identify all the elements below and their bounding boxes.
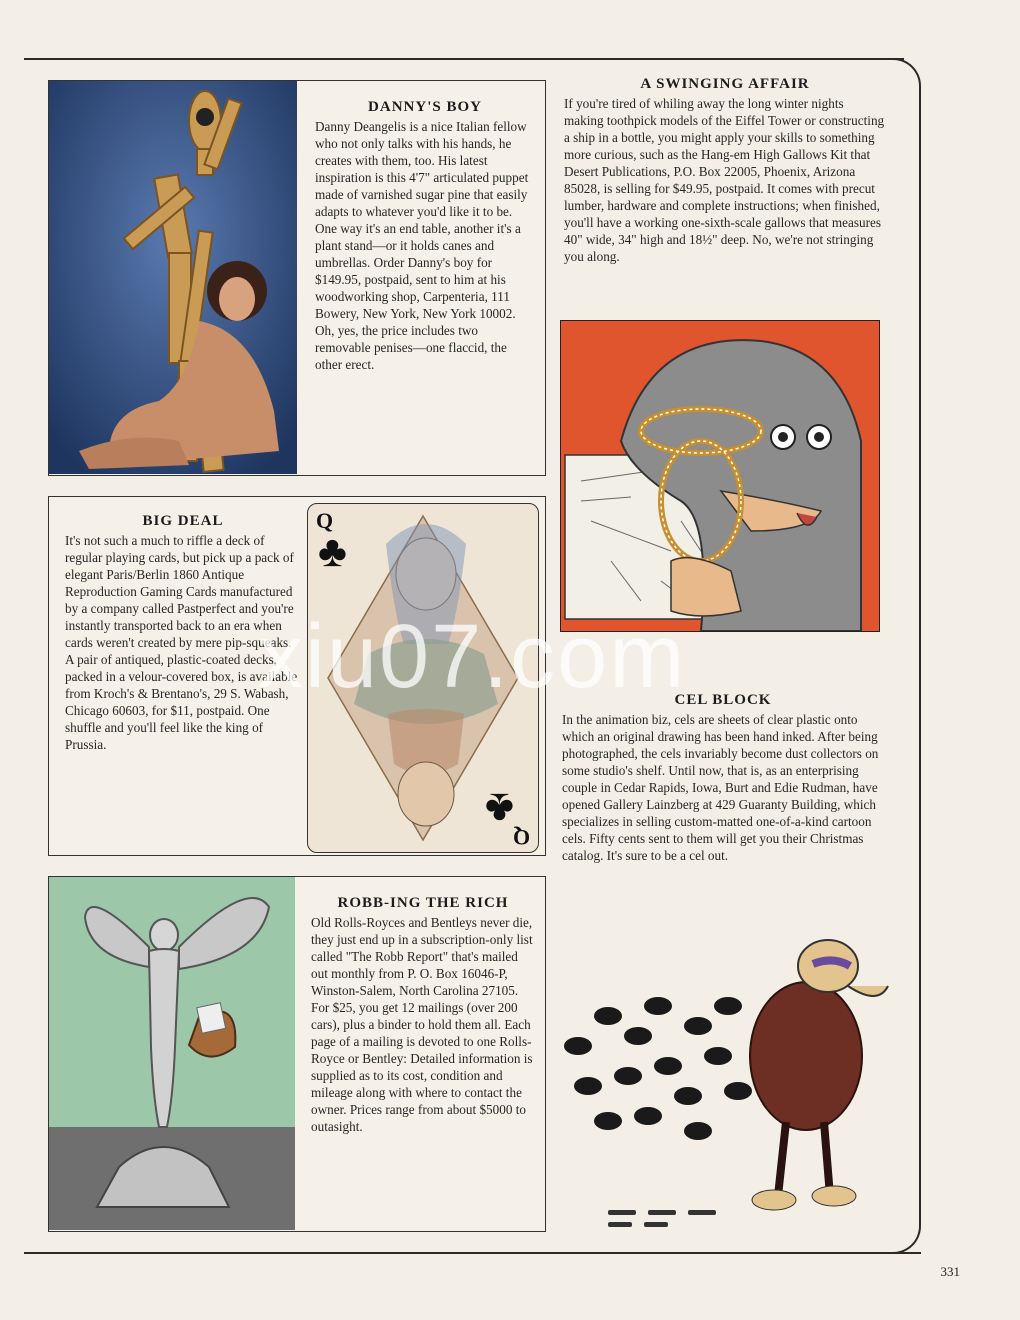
- celblock-text: In the animation biz, cels are sheets of clear plastic onto which an original drawing has been hand inked. After being photographed, the cels invariably become dust collectors on some studio's shelf. Until now, that is, as an enterprising couple in Cedar Rapids, Iowa, Burt and Edie Rudman, have opened Gallery Lainzberg at 429 Guaranty Building, which specializes in selling custom-matted one-of-a-kind cartoon cels. Fifty cents sent to them will get you their Christmas catalog. It's sure to be a cel out.: [562, 712, 879, 863]
- celblock-title: CEL BLOCK: [674, 692, 772, 708]
- hangman-illustration: [560, 320, 880, 632]
- danny-text: Danny Deangelis is a nice Italian fellow who not only talks with his hands, he creates with them, too. His latest inspiration is this 4'7" articulated puppet made of varnished sugar pine that easily adapts to whatever you'd like it to be. One way it's an end table, another it's a plant stand—or it holds canes and umbrellas. Order Danny's boy for $149.95, postpaid, sent to him at his woodworking shop, Carpenteria, 111 Bowery, New York, New York 10002. Oh, yes, the price includes two removable penises—one flaccid, the other erect.: [315, 119, 529, 372]
- watermark: xiu07.com: [258, 607, 687, 707]
- cartoon-cel-illustration: [548, 926, 900, 1236]
- card-rank-top: Q: [316, 508, 334, 533]
- swinging-article: [564, 76, 886, 265]
- bigdeal-title: BIG DEAL: [142, 513, 224, 529]
- robb-title: ROBB-ING THE RICH: [337, 895, 509, 911]
- hood-ornament-photo: [49, 877, 295, 1230]
- frame-top-rule: [24, 58, 904, 60]
- club-icon-bottom: ♣: [485, 784, 514, 833]
- bigdeal-text: It's not such a much to riffle a deck of regular playing cards, but pick up a pack of elegant Paris/Berlin 1860 Antique Reproduction Gaming Cards manufactured by a company called Pastperfect and you're instantly transported back to an era when cards weren't created by mere pip-squeaks. A pair of antiqued, plastic-coated decks, packed in a velour-covered box, is available from Kroch's & Brentano's, 29 S. Wabash, Chicago 60603, for $11, postpaid. One shuffle and you'll feel like the king of Prussia.: [65, 533, 298, 752]
- page-number: 331: [940, 1264, 960, 1279]
- card-rank-bottom: Q: [512, 825, 530, 850]
- danny-box: [48, 80, 546, 476]
- frame-bottom-rule: [24, 1252, 921, 1254]
- club-icon-top: ♣: [318, 527, 347, 576]
- robb-text: Old Rolls-Royces and Bentleys never die, they just end up in a subscription-only list called "The Robb Report" that's mailed out monthly from P. O. Box 16046-P, Winston-Salem, North Carolina 27105. For $25, you get 12 mailings (over 200 cars), plus a binder to hold them all. Each page of a mailing is devoted to one Rolls-Royce or Bentley: Detailed information is supplied as to its cost, condition and mileage along with where to contact the owner. Prices range from about $5000 to outasight.: [311, 915, 533, 1134]
- danny-title: DANNY'S BOY: [368, 99, 482, 115]
- robb-box: [48, 876, 546, 1232]
- swinging-title: A SWINGING AFFAIR: [640, 76, 810, 92]
- swinging-text: If you're tired of whiling away the long winter nights making toothpick models of the Eiffel Tower or constructing a ship in a bottle, you might apply your skills to something more curious, such as the Hang-em High Gallows Kit that Desert Publications, P.O. Box 22005, Phoenix, Arizona 85028, is selling for $49.95, postpaid. It comes with precut lumber, hardware and complete instructions; when finished, you'll have a working one-sixth-scale gallows that measures 40" wide, 34" high and 18½" deep. No, we're not stringing you along.: [564, 96, 885, 264]
- celblock-article: [562, 692, 884, 864]
- puppet-photo: [49, 81, 297, 474]
